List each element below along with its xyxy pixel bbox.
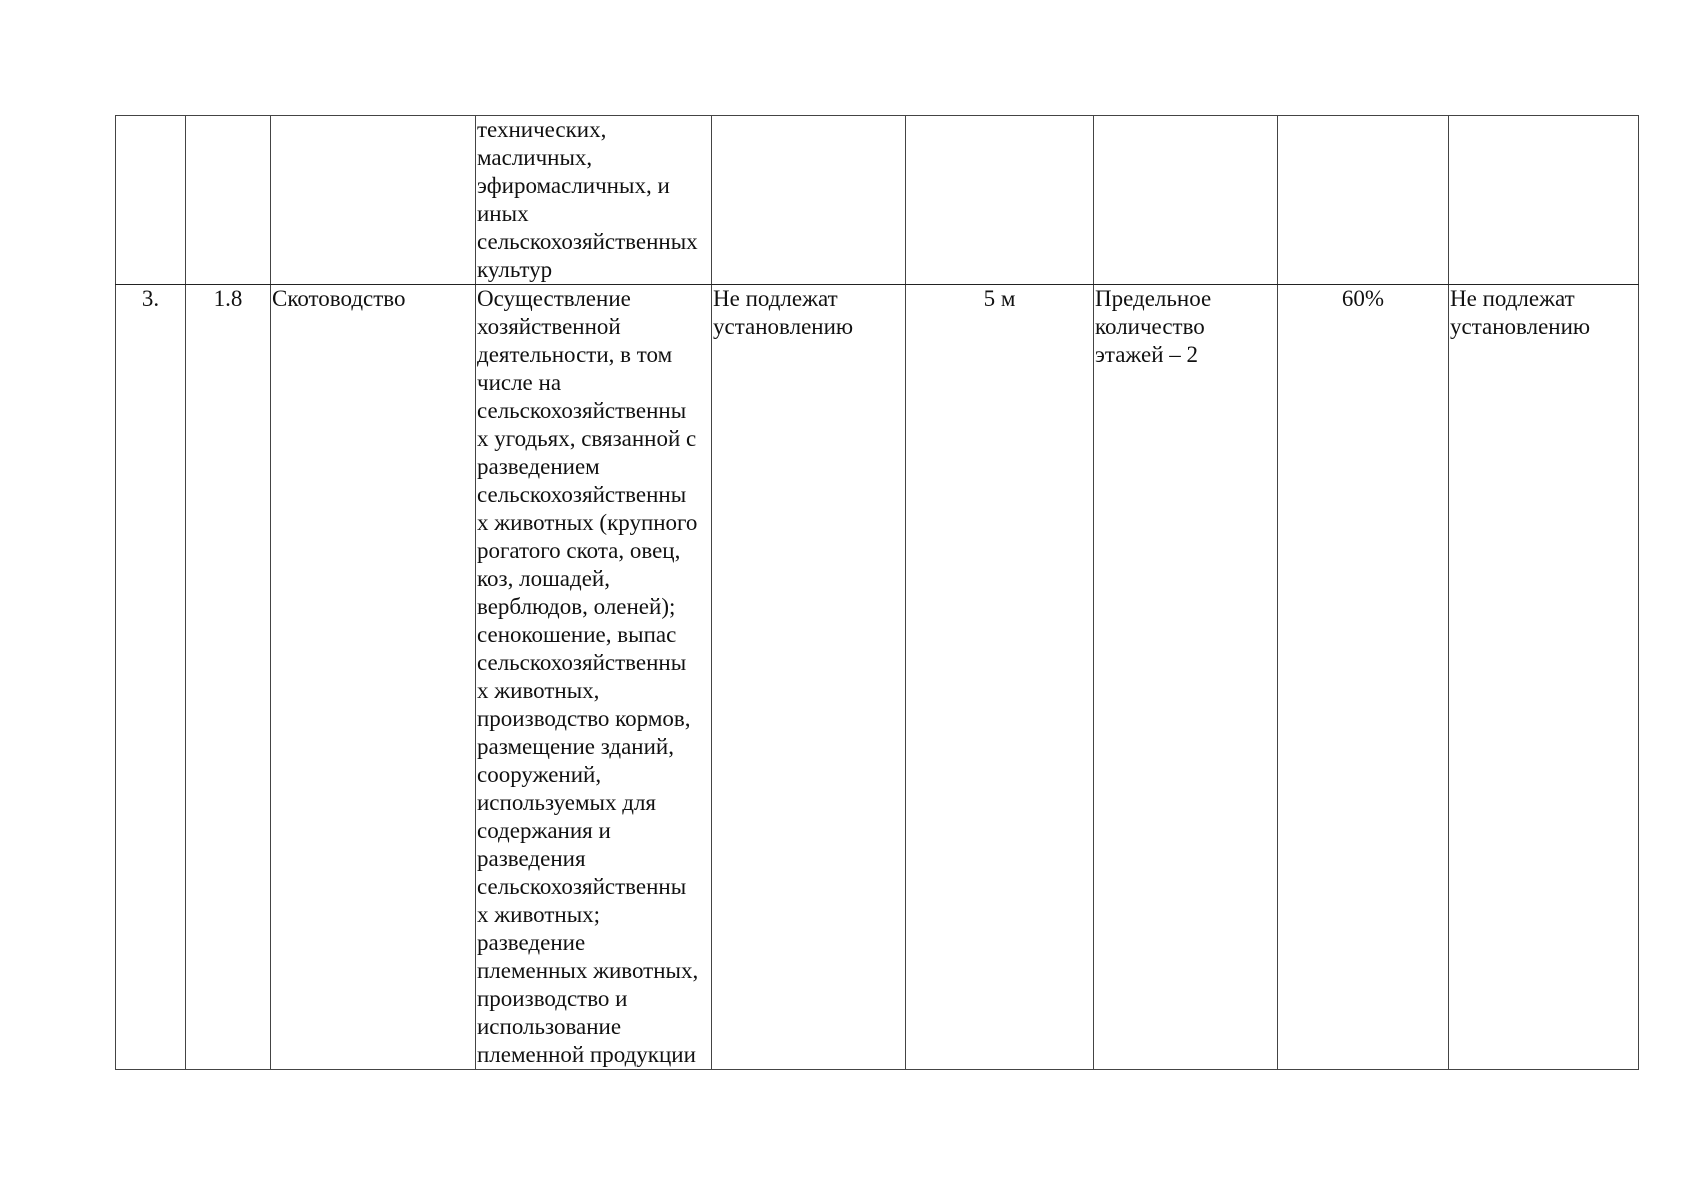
cell-setback xyxy=(906,116,1094,285)
description-line: размещение зданий, xyxy=(477,734,674,759)
description-line: содержания и xyxy=(477,818,611,843)
floors-line: Предельное xyxy=(1095,286,1212,311)
table-row xyxy=(116,285,1639,1070)
description-line: культур xyxy=(477,257,553,282)
cell-plot-size xyxy=(712,116,906,285)
cell-plot-size xyxy=(712,285,906,1070)
cell-setback: 5 м xyxy=(906,285,1094,1070)
cell-coverage: 60% xyxy=(1278,285,1449,1070)
description-line: производство кормов, xyxy=(477,706,691,731)
cell-description xyxy=(476,285,712,1070)
floors-line: этажей – 2 xyxy=(1095,342,1199,367)
description-line: хозяйственной xyxy=(477,314,621,339)
description-line: х животных, xyxy=(477,678,600,703)
plot-size-line: Не подлежат xyxy=(713,286,838,311)
cell-number: 3. xyxy=(116,285,186,1070)
description-line: эфиромасличных, и xyxy=(477,173,670,198)
plot-size-line: установлению xyxy=(713,314,854,339)
description-line: сельскохозяйственны xyxy=(477,398,687,423)
description-line: масличных, xyxy=(477,145,593,170)
description-line: х угодьях, связанной с xyxy=(477,426,697,451)
description-line: верблюдов, оленей); xyxy=(477,594,676,619)
floors-line: количество xyxy=(1095,314,1205,339)
description-line: разведением xyxy=(477,454,600,479)
description-line: племенных животных, xyxy=(477,958,699,983)
description-line: Осуществление xyxy=(477,286,631,311)
description-line: сенокошение, выпас xyxy=(477,622,677,647)
description-line: используемых для xyxy=(477,790,657,815)
description-line: племенной продукции xyxy=(477,1042,696,1067)
cell-other xyxy=(1449,285,1639,1070)
cell-description xyxy=(476,116,712,285)
description-line: х животных (крупного xyxy=(477,510,698,535)
description-line: сельскохозяйственны xyxy=(477,874,687,899)
cell-other xyxy=(1449,116,1639,285)
description-line: рогатого скота, овец, xyxy=(477,538,681,563)
description-line: числе на xyxy=(477,370,562,395)
cell-number xyxy=(116,116,186,285)
description-line: сельскохозяйственны xyxy=(477,650,687,675)
cell-code xyxy=(186,116,271,285)
cell-name xyxy=(271,116,476,285)
description-line: сооружений, xyxy=(477,762,602,787)
table-row-continued xyxy=(116,116,1639,285)
description-line: использование xyxy=(477,1014,622,1039)
description-line: коз, лошадей, xyxy=(477,566,610,591)
cell-code: 1.8 xyxy=(186,285,271,1070)
cell-floors xyxy=(1094,116,1278,285)
cell-name: Скотоводство xyxy=(271,285,476,1070)
cell-floors xyxy=(1094,285,1278,1070)
other-line: Не подлежат xyxy=(1450,286,1575,311)
description-line: технических, xyxy=(477,117,607,142)
description-line: производство и xyxy=(477,986,628,1011)
description-line: сельскохозяйственны xyxy=(477,482,687,507)
cell-coverage xyxy=(1278,116,1449,285)
description-line: сельскохозяйственных xyxy=(477,229,698,254)
description-line: разведение xyxy=(477,930,586,955)
description-line: х животных; xyxy=(477,902,601,927)
regulations-table xyxy=(115,115,1639,1070)
other-line: установлению xyxy=(1450,314,1591,339)
description-line: разведения xyxy=(477,846,586,871)
description-line: деятельности, в том xyxy=(477,342,673,367)
description-line: иных xyxy=(477,201,529,226)
